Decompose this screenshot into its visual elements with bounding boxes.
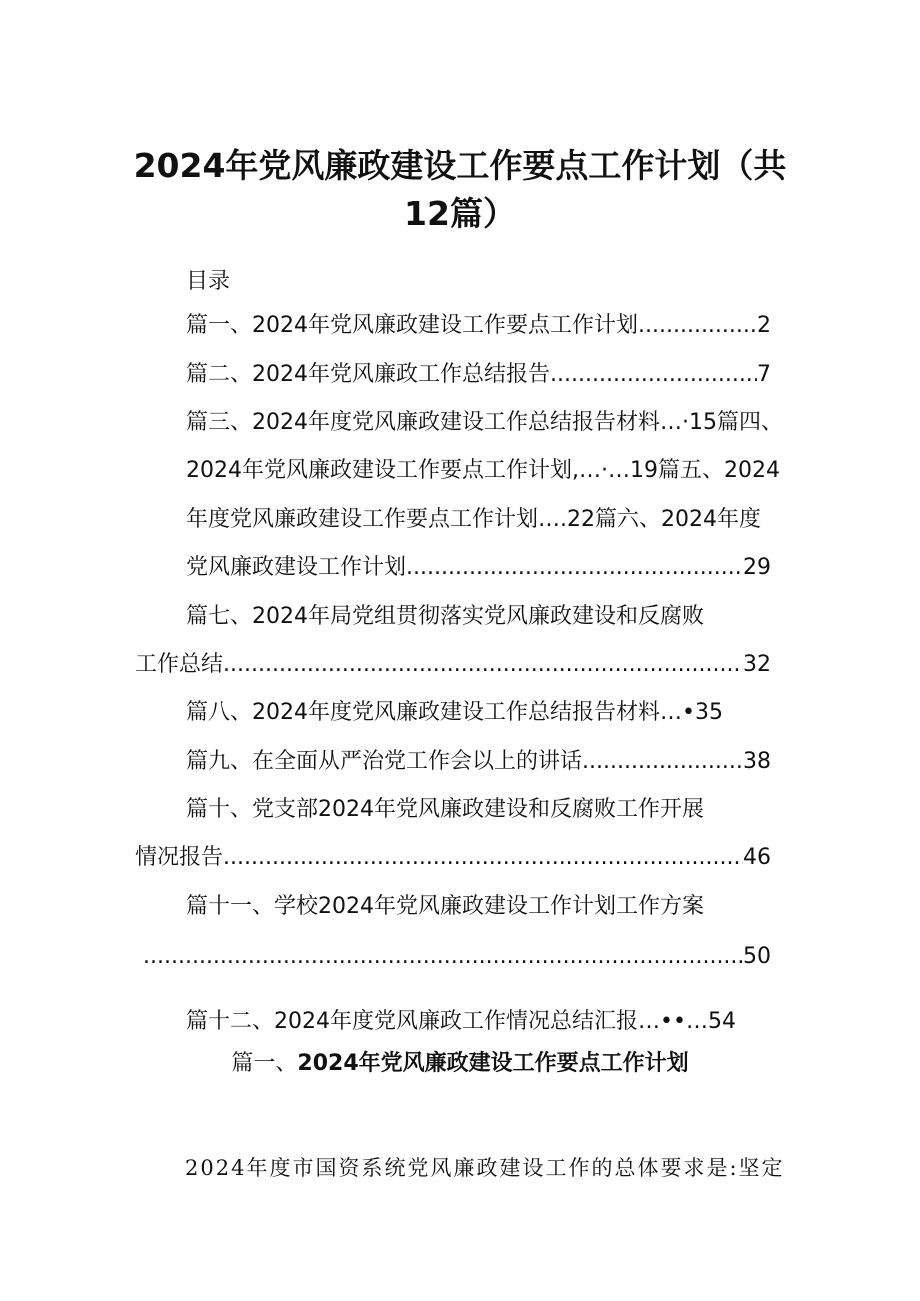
toc-leader-dots	[143, 942, 743, 972]
body-paragraph-line: 2024年度市国资系统党风廉政建设工作的总体要求是:坚定	[185, 1156, 785, 1180]
toc-entry[interactable]	[186, 747, 771, 777]
toc-entry-label: 工作总结	[135, 652, 224, 677]
toc-leader-dots	[223, 843, 743, 873]
toc-leader-dots	[223, 650, 743, 680]
toc-entry-label: 党风廉政建设工作计划	[186, 555, 407, 580]
toc-line[interactable]: 2024年党风廉政建设工作要点工作计划,…·…19篇五、2024	[186, 458, 780, 483]
toc-entry-page: 32	[743, 652, 771, 677]
section-heading-title: 2024年党风廉政建设工作要点工作计划	[297, 1051, 689, 1076]
toc-entry-label: 篇一、2024年党风廉政建设工作要点工作计划	[186, 313, 638, 338]
toc-line[interactable]: 篇三、2024年度党风廉政建设工作总结报告材料…·15篇四、	[186, 410, 783, 435]
toc-entry-label: 情况报告	[135, 845, 224, 870]
toc-entry[interactable]	[186, 360, 771, 390]
toc-leader-dots	[638, 311, 757, 341]
toc-line[interactable]: 篇十一、学校2024年党风廉政建设工作计划工作方案	[186, 894, 704, 919]
toc-entry[interactable]	[186, 553, 771, 583]
toc-entry-page: 38	[743, 749, 771, 774]
toc-entry-page: 29	[743, 555, 771, 580]
document-title-line-1: 2024年党风廉政建设工作要点工作计划（共	[133, 146, 787, 185]
toc-entry[interactable]	[186, 311, 771, 341]
section-heading	[0, 1046, 920, 1077]
section-heading-prefix: 篇一、	[231, 1051, 298, 1076]
toc-leader-dots	[406, 553, 743, 583]
toc-line[interactable]: 篇十二、2024年度党风廉政工作情况总结汇报…••…54	[186, 1009, 736, 1034]
toc-leader-dots	[550, 360, 757, 390]
toc-line[interactable]: 篇八、2024年度党风廉政建设工作总结报告材料…•35	[186, 700, 723, 725]
toc-entry-page: 7	[757, 362, 771, 387]
toc-line[interactable]: 篇十、党支部2024年党风廉政建设和反腐败工作开展	[186, 797, 704, 822]
toc-entry-page: 46	[743, 845, 771, 870]
toc-entry[interactable]	[135, 650, 771, 680]
toc-line[interactable]: 篇七、2024年局党组贯彻落实党风廉政建设和反腐败	[186, 604, 704, 629]
toc-entry[interactable]	[135, 843, 771, 873]
toc-entry-page: 50	[743, 944, 771, 969]
toc-entry-label: 篇二、2024年党风廉政工作总结报告	[186, 362, 550, 387]
toc-entry-page: 2	[757, 313, 771, 338]
toc-leader-dots	[582, 747, 743, 777]
toc-line[interactable]: 年度党风廉政建设工作要点工作计划….22篇六、2024年度	[186, 507, 761, 532]
toc-heading: 目录	[186, 269, 231, 294]
toc-entry[interactable]	[143, 942, 771, 972]
document-title-line-2: 12篇）	[404, 194, 516, 233]
toc-entry-label: 篇九、在全面从严治党工作会以上的讲话	[186, 749, 583, 774]
